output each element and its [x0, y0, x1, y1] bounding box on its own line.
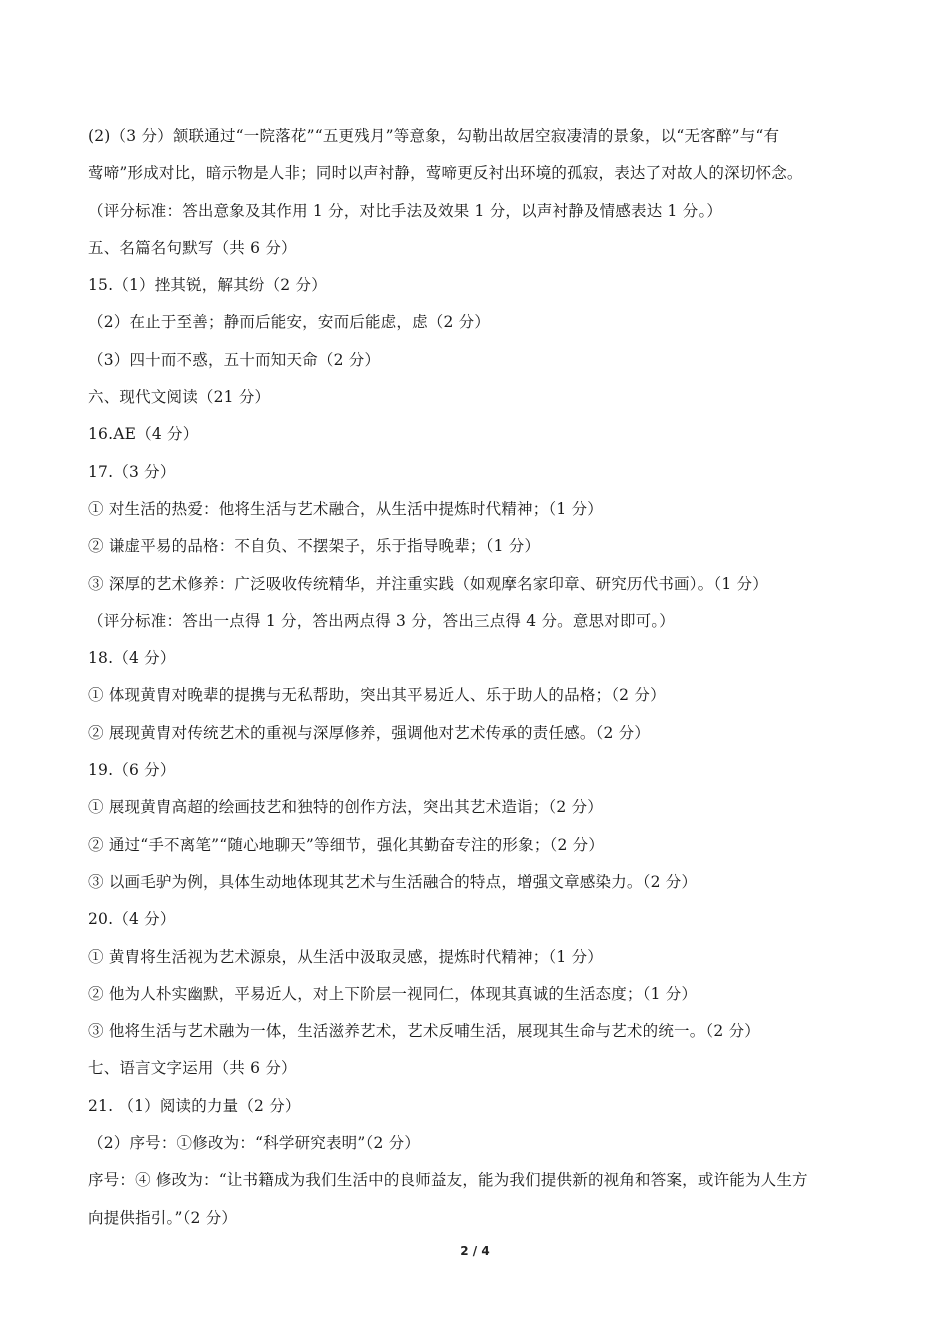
q16-answer: 16.AE（4 分）	[88, 425, 199, 444]
section-6-heading: 六、现代文阅读（21 分）	[88, 388, 271, 407]
q19-point-1: ① 展现黄胄高超的绘画技艺和独特的创作方法，突出其艺术造诣；（2 分）	[88, 798, 603, 817]
q20-point-1: ① 黄胄将生活视为艺术源泉，从生活中汲取灵感，提炼时代精神；（1 分）	[88, 947, 603, 966]
q14-2-answer-line-1: (2)（3 分）颔联通过“一院落花”“五更残月”等意象，勾勒出故居空寂凄清的景象，以“无客醉”与“有	[88, 127, 780, 145]
q19-point-3: ③ 以画毛驴为例，具体生动地体现其艺术与生活融合的特点，增强文章感染力。（2 分）	[88, 872, 698, 891]
q20-point-3: ③ 他将生活与艺术融为一体，生活滋养艺术，艺术反哺生活，展现其生命与艺术的统一。（2 分）	[88, 1022, 760, 1041]
q20-heading: 20.（4 分）	[88, 910, 176, 929]
q18-point-2: ② 展现黄胄对传统艺术的重视与深厚修养，强调他对艺术传承的责任感。（2 分）	[88, 723, 651, 742]
q21-1-answer: 21. （1）阅读的力量（2 分）	[88, 1096, 301, 1115]
q18-point-1: ① 体现黄胄对晚辈的提携与无私帮助，突出其平易近人、乐于助人的品格；（2 分）	[88, 686, 666, 705]
q17-point-3: ③ 深厚的艺术修养：广泛吸收传统精华，并注重实践（如观摩名家印章、研究历代书画）。（1 分）	[88, 574, 768, 593]
q15-2-answer: （2）在止于至善；静而后能安，安而后能虑，虑（2 分）	[88, 313, 491, 332]
answer-key-content	[88, 118, 878, 1237]
section-7-heading: 七、语言文字运用（共 6 分）	[88, 1059, 297, 1078]
q15-3-answer: （3）四十而不惑，五十而知天命（2 分）	[88, 350, 381, 369]
q21-2-correction-line-2: 向提供指引。”（2 分）	[88, 1208, 238, 1227]
q14-2-answer-line-2: 莺啼”形成对比，暗示物是人非；同时以声衬静，莺啼更反衬出环境的孤寂，表达了对故人的深切怀念。	[88, 164, 803, 183]
q20-point-2: ② 他为人朴实幽默，平易近人，对上下阶层一视同仁，体现其真诚的生活态度；（1 分）	[88, 984, 698, 1003]
q19-point-2: ② 通过“手不离笔”“随心地聊天”等细节，强化其勤奋专注的形象；（2 分）	[88, 835, 605, 854]
q21-2-correction-line-1: 序号：④ 修改为：“让书籍成为我们生活中的良师益友，能为我们提供新的视角和答案，或许能为人生方	[88, 1171, 808, 1190]
q18-heading: 18.（4 分）	[88, 649, 176, 668]
section-5-heading: 五、名篇名句默写（共 6 分）	[88, 238, 297, 257]
q14-2-scoring-note: （评分标准：答出意象及其作用 1 分，对比手法及效果 1 分，以声衬静及情感表达 1 分。）	[88, 201, 723, 220]
page-number: 2 / 4	[460, 1244, 490, 1258]
q15-1-answer: 15.（1）挫其锐，解其纷（2 分）	[88, 276, 327, 295]
q19-heading: 19.（6 分）	[88, 761, 176, 780]
q17-heading: 17.（3 分）	[88, 462, 176, 481]
q17-point-1: ① 对生活的热爱：他将生活与艺术融合，从生活中提炼时代精神；（1 分）	[88, 499, 603, 518]
q17-point-2: ② 谦虚平易的品格：不自负、不摆架子，乐于指导晚辈；（1 分）	[88, 537, 541, 556]
q21-2-answer: （2）序号：①修改为：“科学研究表明”（2 分）	[88, 1134, 421, 1153]
q17-scoring-note: （评分标准：答出一点得 1 分，答出两点得 3 分，答出三点得 4 分。意思对即可。）	[88, 611, 675, 630]
